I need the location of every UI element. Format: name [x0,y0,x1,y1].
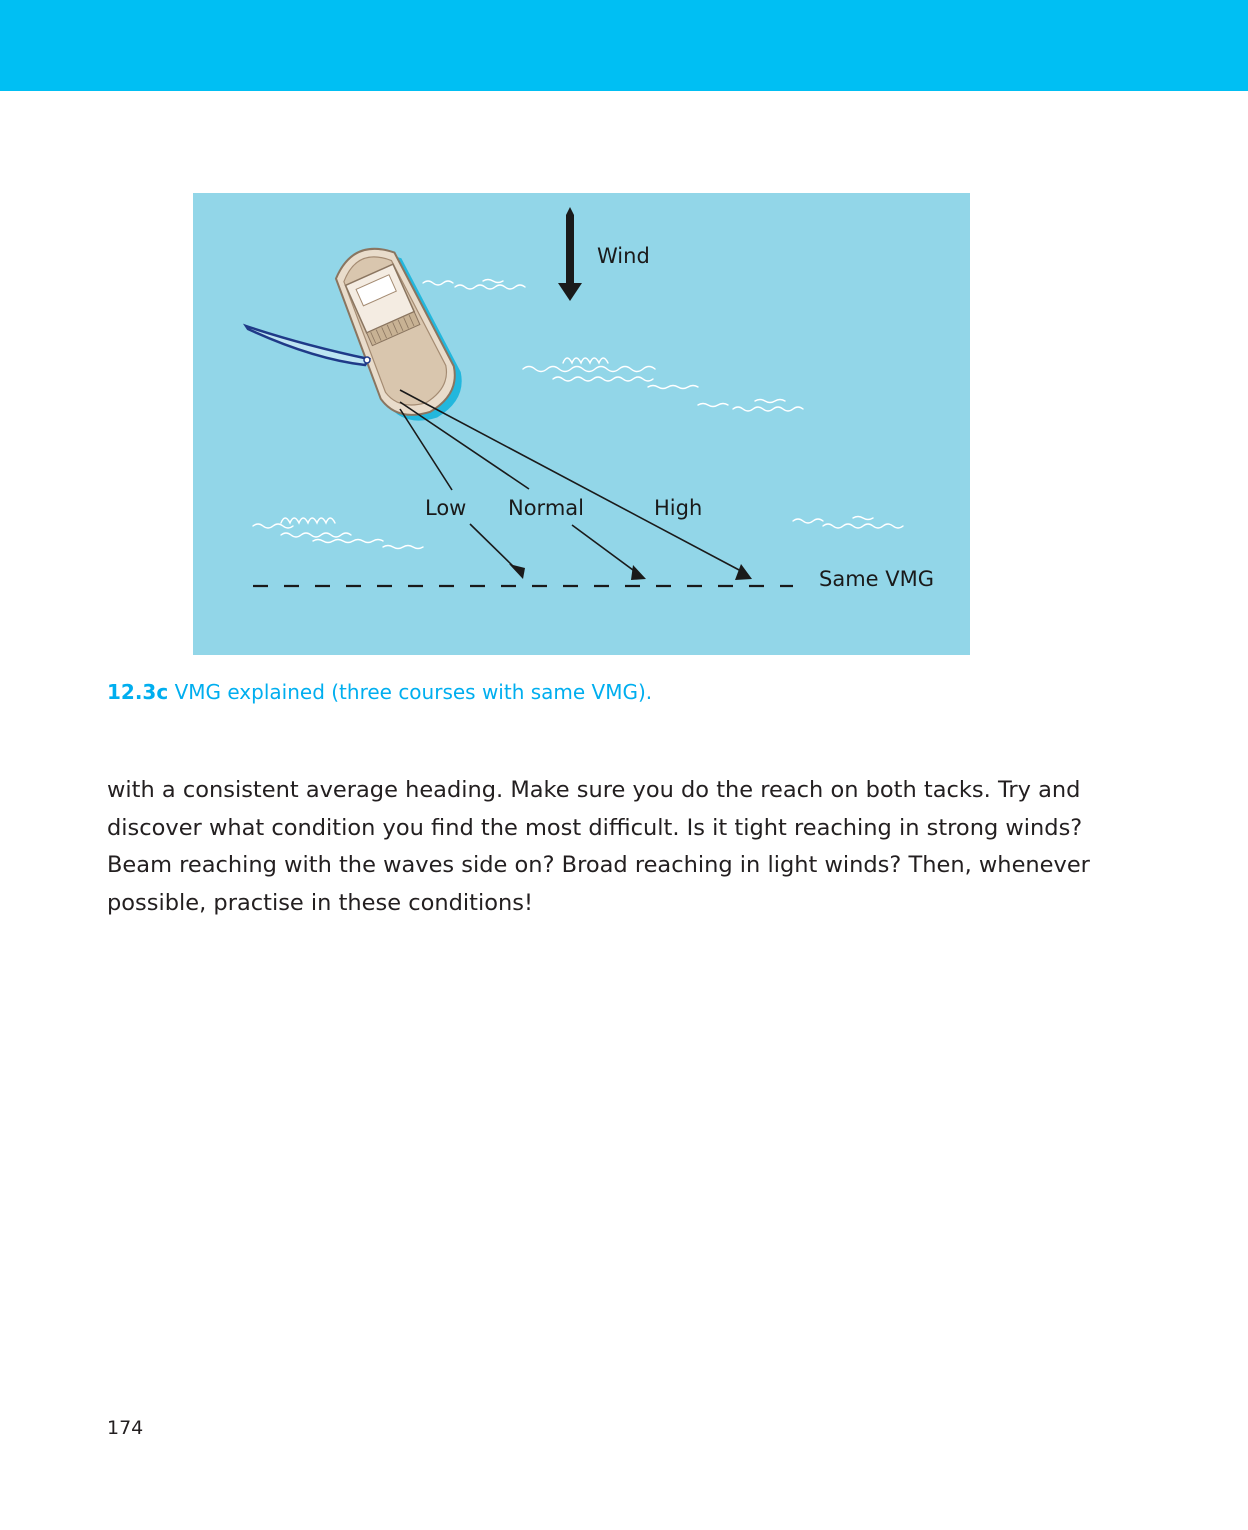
page-number: 174 [107,1417,144,1439]
body-line: with a consistent average heading. Make sure you do the reach on both tacks. Try and [107,777,1081,803]
wind-label: Wind [597,244,650,268]
header-band [0,0,1248,91]
vmg-label: Same VMG [819,567,935,591]
body-line: discover what condition you find the most difficult. Is it tight reaching in strong winds? [107,814,1083,841]
vmg-figure [193,193,970,655]
high-label: High [654,496,703,520]
body-line: possible, practise in these conditions! [107,889,533,916]
normal-label: Normal [508,496,584,520]
caption-number: 12.3c [107,680,169,704]
caption-text: VMG explained (three courses with same VMG). [174,680,653,704]
body-paragraph [107,772,1090,922]
low-label: Low [425,496,467,520]
vmg-diagram [193,193,970,655]
figure-caption [107,678,652,706]
body-line: Beam reaching with the waves side on? Broad reaching in light winds? Then, whenever [107,852,1090,878]
